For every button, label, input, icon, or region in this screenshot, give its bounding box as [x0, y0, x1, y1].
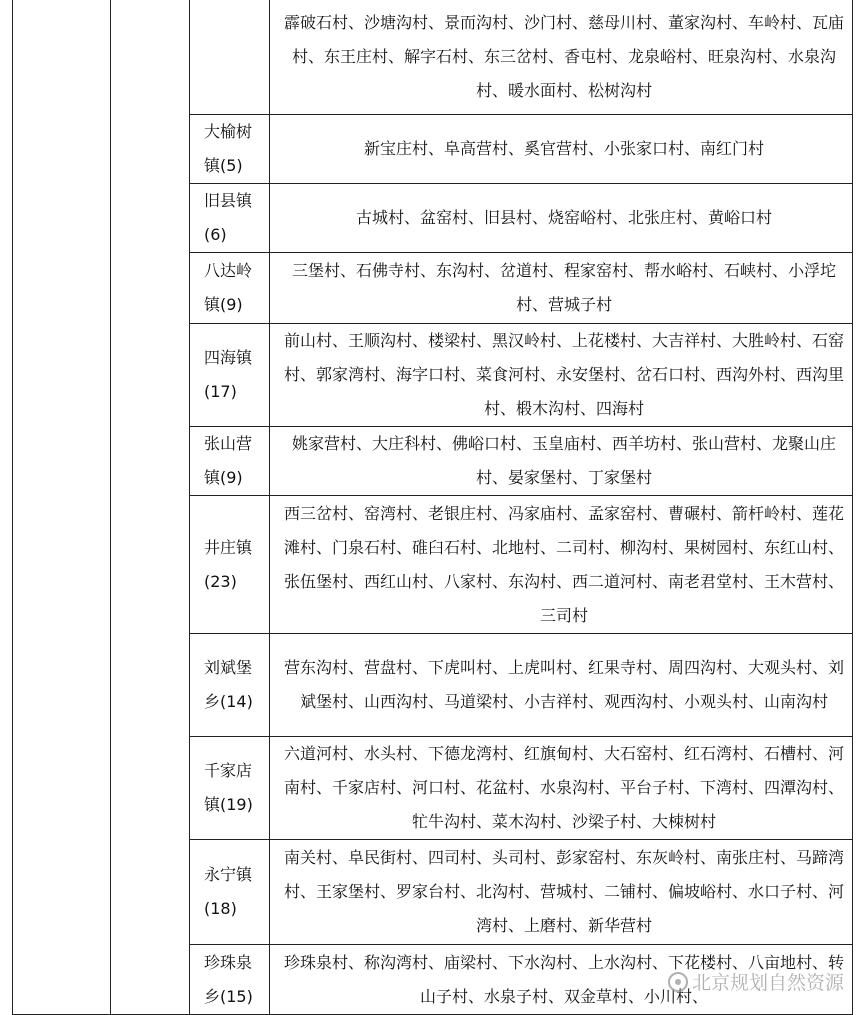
villages-cell: 六道河村、水头村、下德龙湾村、红旗甸村、大石窑村、红石湾村、石槽村、河南村、千家店村、河口村、花盆村、水泉沟村、平台子村、下湾村、四潭沟村、牤牛沟村、菜木沟村、沙梁子村、大栜树村 [270, 737, 853, 840]
villages-cell: 姚家营村、大庄科村、佛峪口村、玉皇庙村、西羊坊村、张山营村、龙聚山庄村、晏家堡村、丁家堡村 [270, 427, 853, 496]
villages-cell: 新宝庄村、阜高营村、奚官营村、小张家口村、南红门村 [270, 115, 853, 184]
town-cell: 张山营镇(9) [190, 427, 270, 496]
villages-cell: 珍珠泉村、称沟湾村、庙梁村、下水沟村、上水沟村、下花楼村、八亩地村、转山子村、水泉子村、双金草村、小川村、 [270, 945, 853, 1015]
village-list-table [12, 0, 853, 1015]
villages-cell: 营东沟村、营盘村、下虎叫村、上虎叫村、红果寺村、周四沟村、大观头村、刘斌堡村、山西沟村、马道梁村、小吉祥村、观西沟村、小观头村、山南沟村 [270, 634, 853, 737]
villages-cell: 南关村、阜民街村、四司村、头司村、彭家窑村、东灰岭村、南张庄村、马蹄湾村、王家堡村、罗家台村、北沟村、营城村、二铺村、偏坡峪村、水口子村、河湾村、上磨村、新华营村 [270, 840, 853, 945]
town-cell: 刘斌堡乡(14) [190, 634, 270, 737]
villages-cell: 西三岔村、窑湾村、老银庄村、冯家庙村、孟家窑村、曹碾村、箭杆岭村、莲花滩村、门泉石村、碓臼石村、北地村、二司村、柳沟村、果树园村、东红山村、张伍堡村、西红山村、八家村、东沟村、西二道河村、南老君堂村、王木营村、三司村 [270, 496, 853, 634]
town-cell: 永宁镇(18) [190, 840, 270, 945]
district-cell [13, 0, 111, 1015]
table-row [13, 0, 853, 115]
watermark [668, 968, 844, 995]
villages-cell: 霹破石村、沙塘沟村、景而沟村、沙门村、慈母川村、董家沟村、车岭村、瓦庙村、东王庄村、解字石村、东三岔村、香屯村、龙泉峪村、旺泉沟村、水泉沟村、暖水面村、松树沟村 [270, 0, 853, 115]
town-cell: 四海镇(17) [190, 324, 270, 427]
villages-cell: 三堡村、石佛寺村、东沟村、岔道村、程家窑村、帮水峪村、石峡村、小浮坨村、营城子村 [270, 253, 853, 324]
watermark-text: 北京规划自然资源 [691, 972, 844, 994]
town-cell: 八达岭镇(9) [190, 253, 270, 324]
town-cell: 珍珠泉乡(15) [190, 945, 270, 1015]
watermark-logo-icon [668, 972, 688, 992]
town-cell [190, 0, 270, 115]
villages-cell: 古城村、盆窑村、旧县村、烧窑峪村、北张庄村、黄峪口村 [270, 184, 853, 253]
town-cell: 大榆树镇(5) [190, 115, 270, 184]
town-cell: 旧县镇(6) [190, 184, 270, 253]
town-cell: 千家店镇(19) [190, 737, 270, 840]
villages-cell: 前山村、王顺沟村、楼梁村、黑汉岭村、上花楼村、大吉祥村、大胜岭村、石窑村、郭家湾村、海字口村、菜食河村、永安堡村、岔石口村、西沟外村、西沟里村、椴木沟村、四海村 [270, 324, 853, 427]
category-cell [111, 0, 190, 1015]
town-cell: 井庄镇(23) [190, 496, 270, 634]
